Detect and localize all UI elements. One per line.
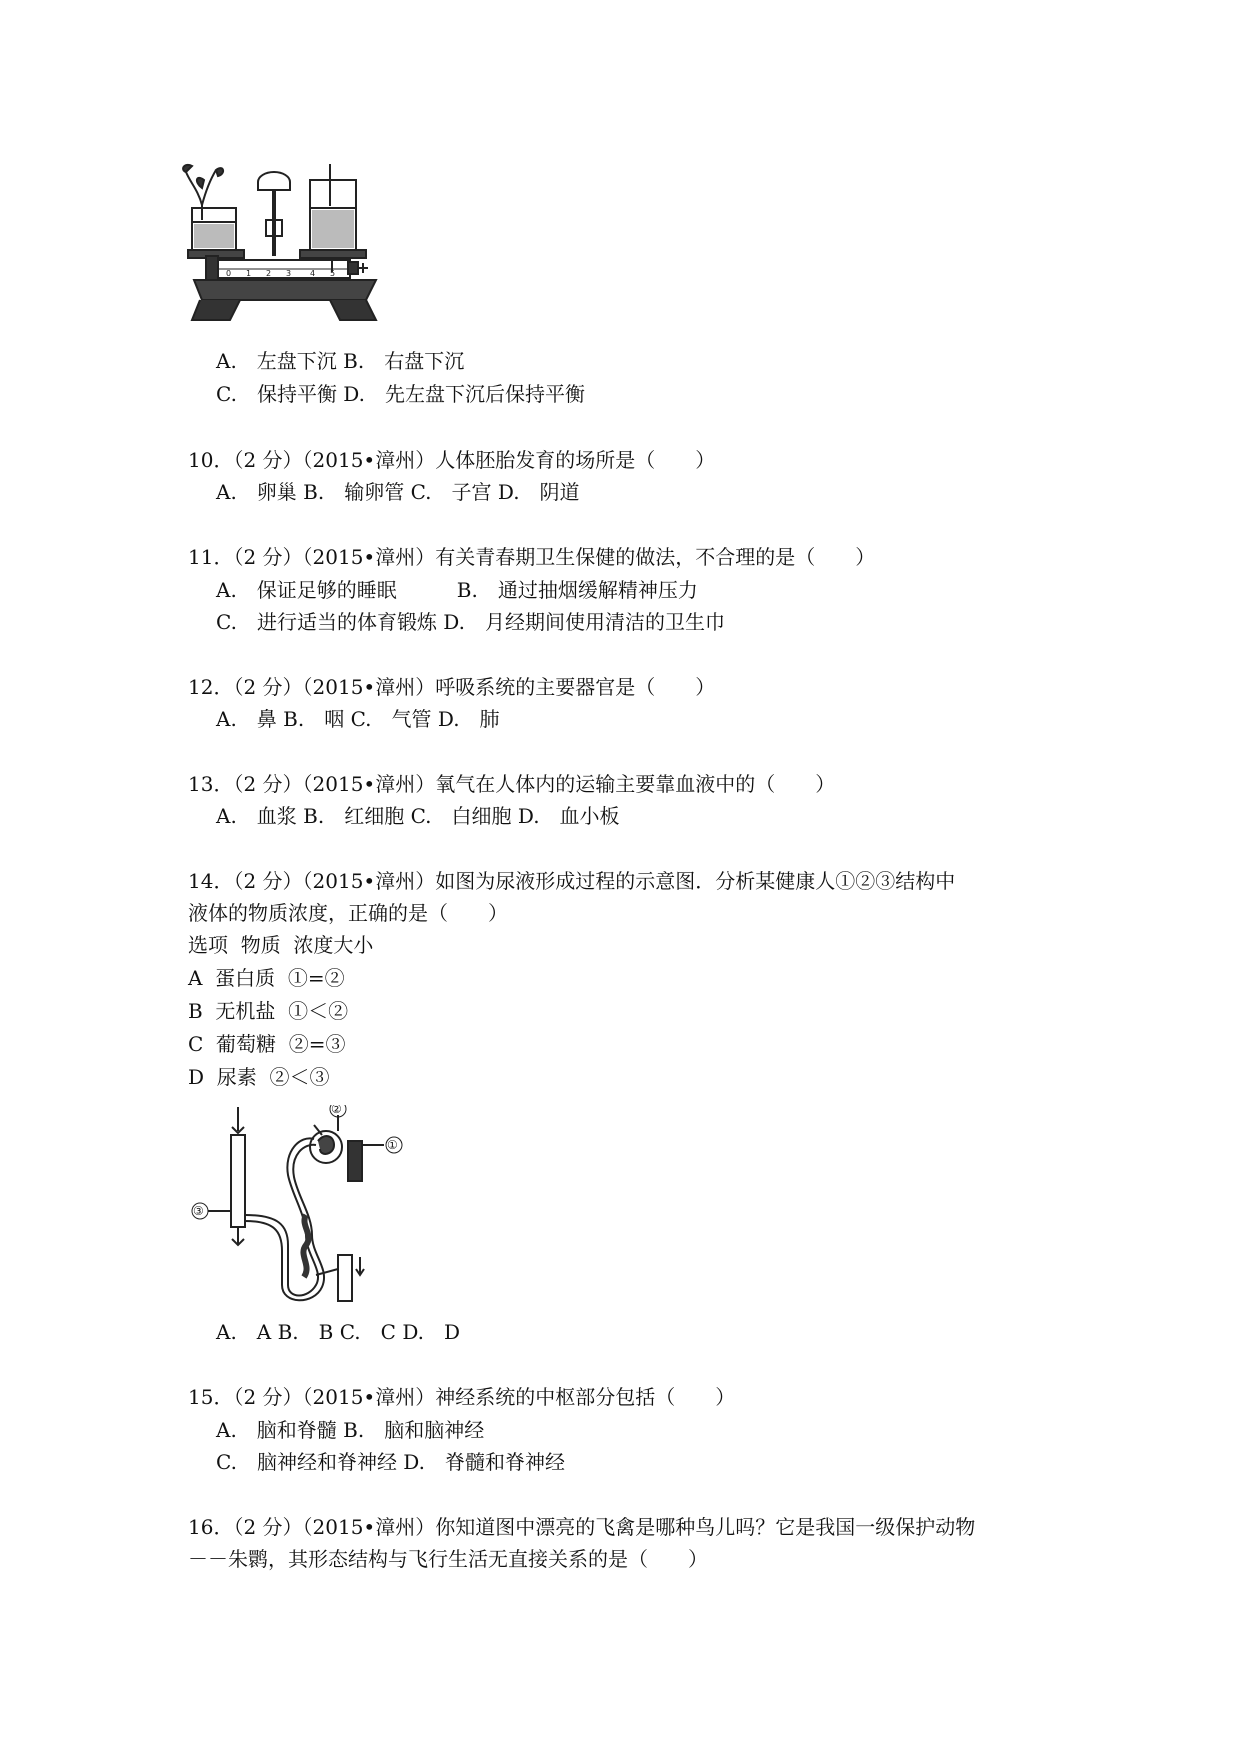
q13-stem: 13．（2 分）（2015•漳州）氧气在人体内的运输主要靠血液中的（ ） (188, 772, 836, 796)
q14-table-row: A 蛋白质 ①=② (188, 966, 345, 990)
scale-tick: 2 (266, 269, 272, 278)
q14-table-header: 选项 物质 浓度大小 (188, 933, 374, 957)
q14-table-row: C 葡萄糖 ②=③ (188, 1032, 346, 1056)
figure-label-2: ② (331, 1105, 342, 1116)
q14-table-row: B 无机盐 ①＜② (188, 999, 349, 1023)
scale-tick: 3 (286, 269, 292, 278)
figure-label-1: ① (387, 1138, 398, 1152)
q12-options: A. 鼻 B. 咽 C. 气管 D. 肺 (216, 707, 500, 731)
q12-stem: 12．（2 分）（2015•漳州）呼吸系统的主要器官是（ ） (188, 675, 716, 699)
q15-options-row1: A. 脑和脊髓 B. 脑和脑神经 (216, 1418, 485, 1442)
q16-stem-line1: 16．（2 分）（2015•漳州）你知道图中漂亮的飞禽是哪种鸟儿吗？它是我国一级保护动物 (188, 1515, 976, 1539)
scale-tick: 5 (330, 269, 336, 278)
q10-options: A. 卵巢 B. 输卵管 C. 子宫 D. 阴道 (216, 480, 580, 504)
q11-options-row1: A. 保证足够的睡眠 B. 通过抽烟缓解精神压力 (216, 578, 698, 602)
nephron-figure (188, 1105, 428, 1305)
q16-stem-line2: －－朱鹮，其形态结构与飞行生活无直接关系的是（ ） (188, 1547, 708, 1571)
q15-options-row2: C. 脑神经和脊神经 D. 脊髓和脊神经 (216, 1450, 565, 1474)
scale-tick: 0 (226, 269, 232, 278)
q11-stem: 11．（2 分）（2015•漳州）有关青春期卫生保健的做法，不合理的是（ ） (188, 545, 876, 569)
figure-label-3: ③ (193, 1204, 204, 1218)
balance-scale-figure (180, 160, 390, 335)
q13-options: A. 血浆 B. 红细胞 C. 白细胞 D. 血小板 (216, 804, 620, 828)
scale-tick: 1 (246, 269, 252, 278)
q10-stem: 10．（2 分）（2015•漳州）人体胚胎发育的场所是（ ） (188, 448, 716, 472)
q15-stem: 15．（2 分）（2015•漳州）神经系统的中枢部分包括（ ） (188, 1385, 736, 1409)
q14-table-row: D 尿素 ②＜③ (188, 1065, 330, 1089)
q9-options-row2: C. 保持平衡 D. 先左盘下沉后保持平衡 (216, 382, 585, 406)
q9-options-row1: A. 左盘下沉 B. 右盘下沉 (216, 349, 465, 373)
q14-stem-line2: 液体的物质浓度，正确的是（ ） (188, 901, 508, 925)
q14-stem-line1: 14．（2 分）（2015•漳州）如图为尿液形成过程的示意图．分析某健康人①②③结构中 (188, 869, 956, 893)
q14-options: A. A B. B C. C D. D (216, 1320, 461, 1344)
scale-tick: 4 (310, 269, 316, 278)
q11-options-row2: C. 进行适当的体育锻炼 D. 月经期间使用清洁的卫生巾 (216, 610, 725, 634)
